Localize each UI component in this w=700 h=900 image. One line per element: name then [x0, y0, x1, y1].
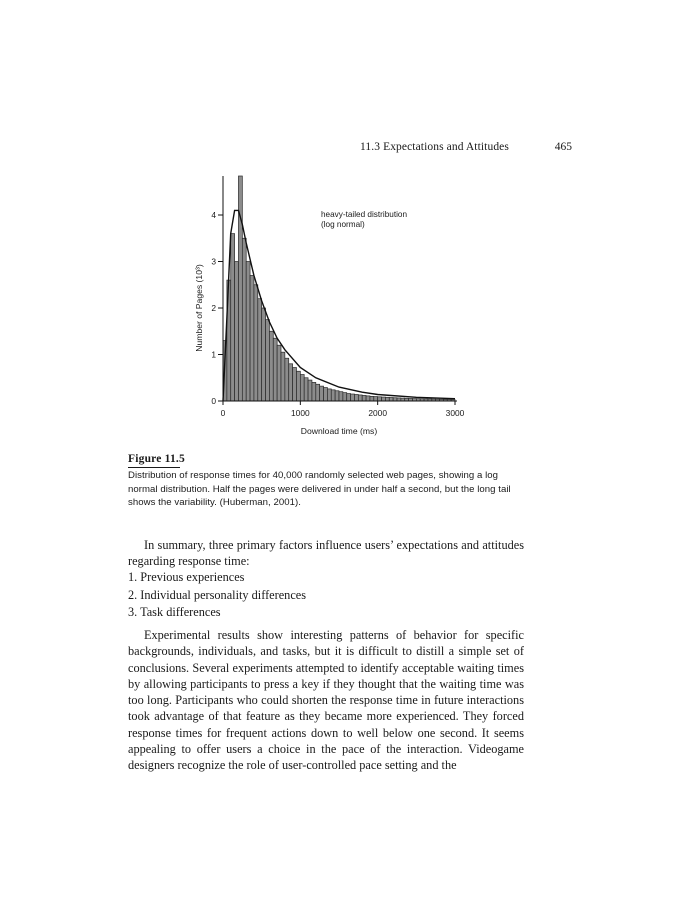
figure-caption: Distribution of response times for 40,000 randomly selected web pages, showing a log normal distribution. Half the pages were delivered in under half a second, but the long tail shows the variability. (Huberman, 2001). — [128, 470, 511, 508]
factor-list — [128, 570, 306, 623]
histogram-bar — [312, 382, 316, 401]
y-tick-label: 4 — [211, 210, 216, 220]
histogram-bar — [374, 397, 378, 401]
list-item: 3. Task differences — [128, 605, 221, 619]
histogram-bar — [289, 364, 293, 401]
histogram-bar — [231, 234, 235, 401]
histogram-bar — [320, 386, 324, 401]
histogram-bar — [277, 345, 281, 401]
list-item: 1. Previous experiences — [128, 570, 245, 584]
histogram-bar — [242, 238, 246, 401]
histogram-bar — [266, 320, 270, 401]
histogram-bar — [262, 308, 266, 401]
histogram-bar — [339, 392, 343, 401]
histogram-bar — [296, 371, 300, 401]
histogram-bar — [246, 262, 250, 402]
histogram-bar — [250, 275, 254, 401]
histogram-bar — [335, 391, 339, 401]
histogram-bar — [347, 394, 351, 401]
histogram-bar — [366, 396, 370, 401]
x-tick-label: 3000 — [445, 408, 465, 418]
x-axis-label: Download time (ms) — [300, 426, 378, 436]
annotation-line-1: heavy-tailed distribution — [321, 210, 408, 219]
histogram-bar — [370, 396, 374, 401]
histogram-bar — [304, 378, 308, 401]
figure-label-rule — [128, 467, 180, 468]
histogram-bar — [285, 358, 289, 401]
histogram-bar — [385, 397, 389, 401]
histogram-bar — [273, 338, 277, 401]
histogram-bar — [343, 393, 347, 401]
histogram-bar — [235, 262, 239, 402]
histogram-bar — [293, 368, 297, 401]
running-head — [360, 141, 572, 153]
page-number: 465 — [554, 141, 572, 153]
y-tick-label: 0 — [211, 396, 216, 406]
histogram-bar — [358, 395, 362, 401]
running-head-section: 11.3 Expectations and Attitudes — [360, 141, 509, 153]
histogram-bar — [258, 299, 262, 401]
paragraph-experiments: Experimental results show interesting patterns of behavior for specific backgrounds, individuals, and tasks, but it is difficult to distill a simple set of conclusions. Several experiments attempted to identify acceptable waiting times by allowing participants to press a key if they thought that the waiting time was too long. Participants who could shorten the response time in future interactions took advantage of that feature as they became more experienced. They forced response times for frequent actions down to well below one second. It seems appealing to offer users a choice in the pace of the interaction. Videogame designers recognize the role of user-controlled pace setting and the — [128, 628, 524, 773]
figure-label: Figure 11.5 — [128, 453, 185, 465]
histogram-bar — [316, 384, 320, 401]
list-item: 2. Individual personality differences — [128, 587, 307, 602]
x-tick-label: 2000 — [368, 408, 387, 418]
y-tick-label: 1 — [211, 349, 216, 360]
y-tick-label: 3 — [211, 256, 216, 267]
x-tick-label: 1000 — [291, 408, 310, 418]
y-axis-label: Number of Pages (10³) — [194, 264, 204, 352]
histogram-bar — [362, 395, 366, 401]
histogram-bar — [331, 390, 335, 401]
histogram-bar — [308, 380, 312, 401]
histogram-bar — [254, 285, 258, 401]
histogram-bar — [269, 331, 273, 401]
histogram-figure — [180, 168, 480, 440]
histogram-bar — [354, 394, 358, 401]
histogram-bar — [378, 397, 382, 401]
histogram-bar — [351, 394, 355, 401]
y-tick-label: 2 — [211, 303, 216, 313]
histogram-bar — [382, 397, 386, 401]
histogram-bar — [324, 388, 328, 401]
histogram-bar — [327, 389, 331, 401]
paragraph-summary: In summary, three primary factors influence users’ expectations and attitudes regarding response time: — [128, 538, 524, 569]
histogram-bar — [300, 374, 304, 401]
histogram-bar — [281, 352, 285, 401]
annotation-line-2: (log normal) — [321, 220, 365, 229]
x-tick-label: 0 — [220, 408, 226, 418]
histogram-bar — [389, 398, 393, 401]
